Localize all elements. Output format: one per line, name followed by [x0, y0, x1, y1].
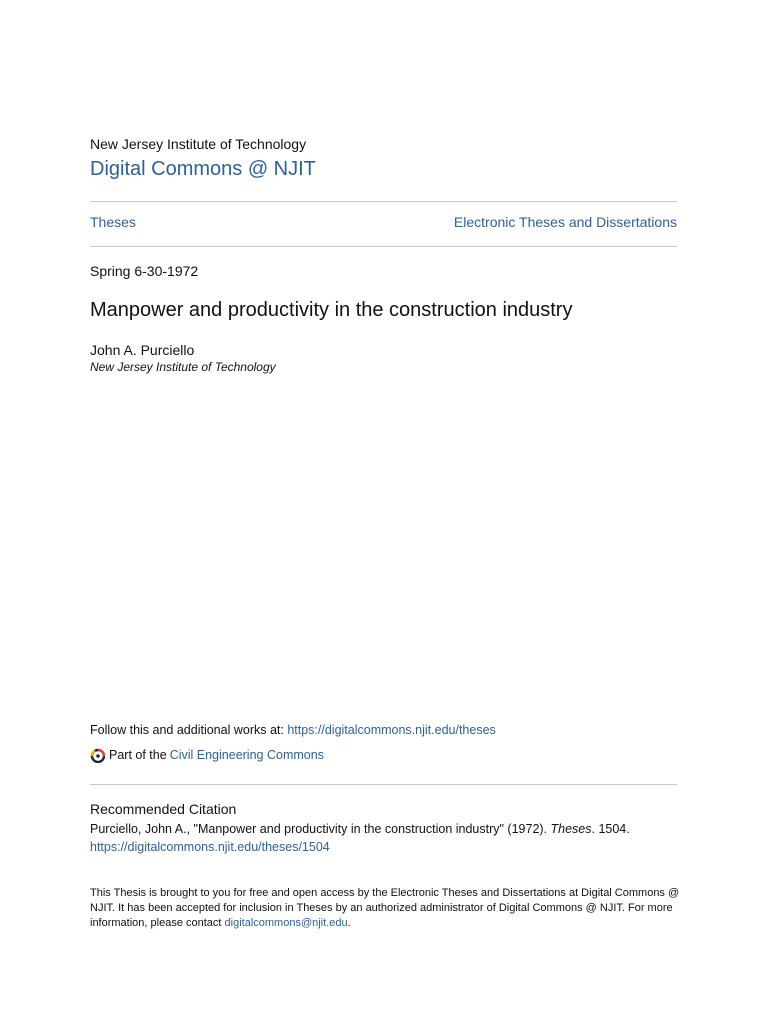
citation-text: Purciello, John A., "Manpower and productivity in the construction industry" (1972).: [90, 822, 551, 836]
etd-collection-link[interactable]: Electronic Theses and Dissertations: [453, 214, 677, 230]
part-of-prefix: Part of the: [109, 748, 167, 762]
access-notice-end: .: [347, 917, 351, 929]
theses-link[interactable]: Theses: [90, 214, 136, 230]
part-of-line: [90, 747, 324, 763]
open-access-icon: [90, 747, 106, 763]
citation-block: [90, 820, 690, 856]
citation-series: Theses: [550, 822, 592, 836]
document-title: Manpower and productivity in the construction industry: [90, 299, 573, 321]
citation-url-link[interactable]: https://digitalcommons.njit.edu/theses/1504: [90, 840, 330, 854]
institution-name: New Jersey Institute of Technology: [90, 136, 307, 152]
citation-number: . 1504.: [591, 822, 630, 836]
follow-url-link[interactable]: https://digitalcommons.njit.edu/theses: [287, 723, 496, 737]
citation-heading: Recommended Citation: [90, 801, 237, 817]
contact-email-link[interactable]: digitalcommons@njit.edu: [224, 917, 348, 929]
follow-prefix: Follow this and additional works at:: [90, 723, 288, 737]
repository-link[interactable]: Digital Commons @ NJIT: [90, 158, 316, 180]
civil-engineering-commons-link[interactable]: Civil Engineering Commons: [169, 748, 324, 762]
author-name: John A. Purciello: [90, 342, 195, 358]
author-affiliation: New Jersey Institute of Technology: [90, 360, 276, 374]
publication-date: Spring 6-30-1972: [90, 263, 199, 279]
access-notice: [90, 886, 680, 931]
divider: [90, 784, 677, 785]
divider: [90, 246, 677, 247]
divider: [90, 201, 677, 202]
access-notice-text: This Thesis is brought to you for free and open access by the Electronic Theses and Dissertations at Digital Commons @ NJIT. It has been accepted for inclusion in Theses by an authorized administrator of Digital Commons @ NJIT. For more information, please contact: [90, 887, 680, 929]
follow-line: [90, 723, 496, 737]
